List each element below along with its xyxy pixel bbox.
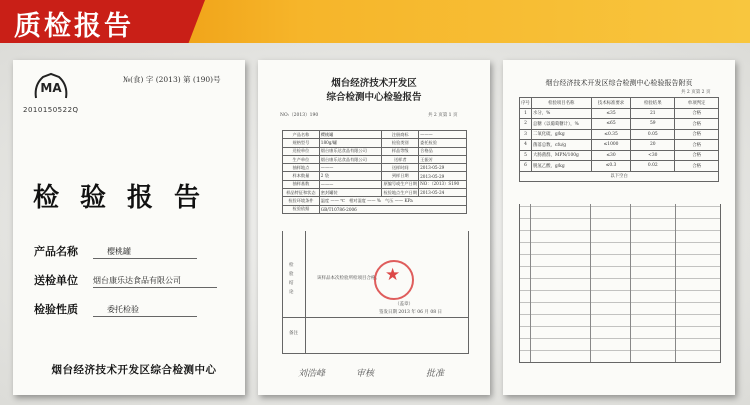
report-cell: GB/T10786-2006 xyxy=(319,205,466,213)
appendix-table xyxy=(519,97,719,182)
remark-box xyxy=(282,317,469,354)
appendix-blank-area xyxy=(519,204,721,363)
report-cell: NO：（2013）S190 xyxy=(419,180,467,188)
cma-logo-icon xyxy=(33,71,69,101)
appendix-row xyxy=(520,150,719,161)
appendix-header-cell: 序号 xyxy=(520,98,532,109)
signature-1: 刘浩峰 xyxy=(298,369,326,379)
report-cell: 烟台康乐达食品有限公司 xyxy=(319,155,382,163)
report-cell: 样品等级 xyxy=(382,147,419,155)
cma-number: 2010150522Q xyxy=(23,106,79,114)
appendix-cell: 脱氢乙酸，g/kg xyxy=(531,161,591,172)
cma-logo-text: MA xyxy=(40,81,62,95)
report-row xyxy=(283,205,467,213)
appendix-cell: 1 xyxy=(520,108,532,119)
signature-3: 批准 xyxy=(426,369,445,379)
appendix-cell: ≤30 xyxy=(591,150,631,161)
appendix-row xyxy=(520,140,719,151)
appendix-row xyxy=(520,161,719,172)
appendix-cell: ≤0.3 xyxy=(591,161,631,172)
report-cell: 抽样地点 xyxy=(283,164,320,172)
appendix-cell: ≤1000 xyxy=(591,140,631,151)
appendix-header-cell: 检验结果 xyxy=(631,98,675,109)
appendix-row xyxy=(520,129,719,140)
report-cell: 180g/罐 xyxy=(319,139,382,147)
report-sheet xyxy=(258,60,490,395)
product-value: 樱桃罐 xyxy=(93,246,197,259)
report-cell: 王振芳 xyxy=(419,155,467,163)
signature-2: 审核 xyxy=(356,369,375,379)
report-cell: 检验类别 xyxy=(382,139,419,147)
report-cell: 合格品 xyxy=(419,147,467,155)
page-title: 质检报告 xyxy=(14,11,134,42)
report-cell: 2 袋 xyxy=(319,172,382,180)
report-title-line1: 烟台经济技术开发区 xyxy=(331,78,417,89)
appendix-title: 烟台经济技术开发区综合检测中心检验报告附页 xyxy=(545,79,693,87)
appendix-header-row xyxy=(520,98,719,109)
appendix-cell: 合格 xyxy=(675,140,719,151)
appendix-sheet xyxy=(503,60,735,395)
nature-label: 检验性质 xyxy=(34,303,78,316)
appendix-cell: <30 xyxy=(631,150,675,161)
report-cell: ——— xyxy=(419,131,467,139)
stamp-star-icon: ★ xyxy=(385,265,401,285)
product-label: 产品名称 xyxy=(34,245,78,258)
report-row xyxy=(283,189,467,197)
report-row xyxy=(283,197,467,205)
appendix-cell: 3 xyxy=(520,129,532,140)
remark-divider xyxy=(305,317,306,353)
appendix-cell: 水分，% xyxy=(531,108,591,119)
appendix-page: 共 2 页第 2 页 xyxy=(681,90,711,95)
appendix-col-line xyxy=(590,204,591,362)
appendix-cell: 0.02 xyxy=(631,161,675,172)
report-cell: 检验依据 xyxy=(283,205,320,213)
appendix-col-line xyxy=(530,204,531,362)
unit-value: 烟台康乐达食品有限公司 xyxy=(93,275,217,288)
report-cell: 抽样基数 xyxy=(283,180,320,188)
report-cell: 温度 —— ℃ 相对湿度 —— % 气压 —— KPa xyxy=(319,197,466,205)
report-cell: 烟台康乐达食品有限公司 xyxy=(319,147,382,155)
report-cell: 样本数量 xyxy=(283,172,320,180)
report-row xyxy=(283,164,467,172)
appendix-cell: 20 xyxy=(631,140,675,151)
remark-label: 备注 xyxy=(289,331,298,336)
report-cell: 2013-05-29 xyxy=(419,172,467,180)
appendix-cell: 合格 xyxy=(675,108,719,119)
appendix-header-cell: 检验项目名称 xyxy=(531,98,591,109)
nature-value: 委托检验 xyxy=(93,304,197,317)
appendix-header-cell: 单项判定 xyxy=(675,98,719,109)
appendix-col-line xyxy=(675,204,676,362)
stamp-label: （盖章） xyxy=(395,302,413,307)
appendix-cell: 59 xyxy=(631,119,675,130)
appendix-cell: 合格 xyxy=(675,119,719,130)
conclusion-divider xyxy=(305,231,306,317)
report-row xyxy=(283,180,467,188)
report-cell: 到样日期 xyxy=(382,172,419,180)
appendix-cell: 总糖（以葡萄糖计），% xyxy=(531,119,591,130)
appendix-cell: 菌落总数，cfu/g xyxy=(531,140,591,151)
report-cell: ——— xyxy=(319,180,382,188)
report-title-line2: 综合检测中心检验报告 xyxy=(326,92,422,103)
appendix-end-note: 以下空白 xyxy=(520,171,719,182)
report-table xyxy=(282,130,467,214)
cover-title: 检验报告 xyxy=(33,183,222,213)
appendix-cell: ≤35 xyxy=(591,108,631,119)
report-row xyxy=(283,139,467,147)
report-cell: 送样时间 xyxy=(382,164,419,172)
appendix-cell: 4 xyxy=(520,140,532,151)
appendix-cell: 二氧化硫，g/kg xyxy=(531,129,591,140)
report-row xyxy=(283,131,467,139)
sign-date: 签发日期 2013 年 06 月 08 日 xyxy=(379,310,442,315)
appendix-cell: 0.05 xyxy=(631,129,675,140)
report-cell: 样品特征和状态 xyxy=(283,189,320,197)
conclusion-text: 该样品本次检验所检项目合格。 xyxy=(317,276,380,281)
appendix-cell: 2 xyxy=(520,119,532,130)
unit-label: 送检单位 xyxy=(34,274,78,287)
appendix-cell: 合格 xyxy=(675,129,719,140)
cover-sheet xyxy=(13,60,245,395)
appendix-cell: 合格 xyxy=(675,161,719,172)
report-cell: 2013-05-29 xyxy=(419,164,467,172)
report-cell: ——— xyxy=(319,164,382,172)
report-row xyxy=(283,172,467,180)
appendix-col-line xyxy=(630,204,631,362)
appendix-end-row xyxy=(520,171,719,182)
report-row xyxy=(283,155,467,163)
report-cell: 原编号或生产日期 xyxy=(382,180,419,188)
appendix-cell: 大肠菌群，MPN/100g xyxy=(531,150,591,161)
conclusion-label: 检验结论 xyxy=(289,263,294,295)
report-cell: 2013-05-24 xyxy=(419,189,467,197)
report-cell: 检验环境条件 xyxy=(283,197,320,205)
appendix-cell: 6 xyxy=(520,161,532,172)
report-cell: 检验地点生产日期 xyxy=(382,189,419,197)
appendix-header-cell: 技术标准要求 xyxy=(591,98,631,109)
appendix-row xyxy=(520,119,719,130)
appendix-cell: 合格 xyxy=(675,150,719,161)
report-cell: 密封罐装 xyxy=(319,189,382,197)
appendix-cell: ≤65 xyxy=(591,119,631,130)
cover-footer: 烟台经济技术开发区综合检测中心 xyxy=(51,364,217,376)
report-row xyxy=(283,147,467,155)
report-cell: 生产单位 xyxy=(283,155,320,163)
appendix-cell: 5 xyxy=(520,150,532,161)
appendix-row xyxy=(520,108,719,119)
report-cell: 送检单位 xyxy=(283,147,320,155)
report-cell: 樱桃罐 xyxy=(319,131,382,139)
appendix-cell: ≤0.35 xyxy=(591,129,631,140)
report-cell: 送样者 xyxy=(382,155,419,163)
official-stamp xyxy=(374,260,414,300)
report-page: 共 2 页第 1 页 xyxy=(428,113,458,118)
document-number: №(食) 字 (2013) 第 (190)号 xyxy=(123,75,221,84)
report-cell: 规格型号 xyxy=(283,139,320,147)
appendix-cell: 21 xyxy=(631,108,675,119)
report-cell: 产品名称 xyxy=(283,131,320,139)
report-number: NO:（2013）190 xyxy=(280,113,319,118)
report-cell: 注册商标 xyxy=(382,131,419,139)
report-cell: 委托检验 xyxy=(419,139,467,147)
